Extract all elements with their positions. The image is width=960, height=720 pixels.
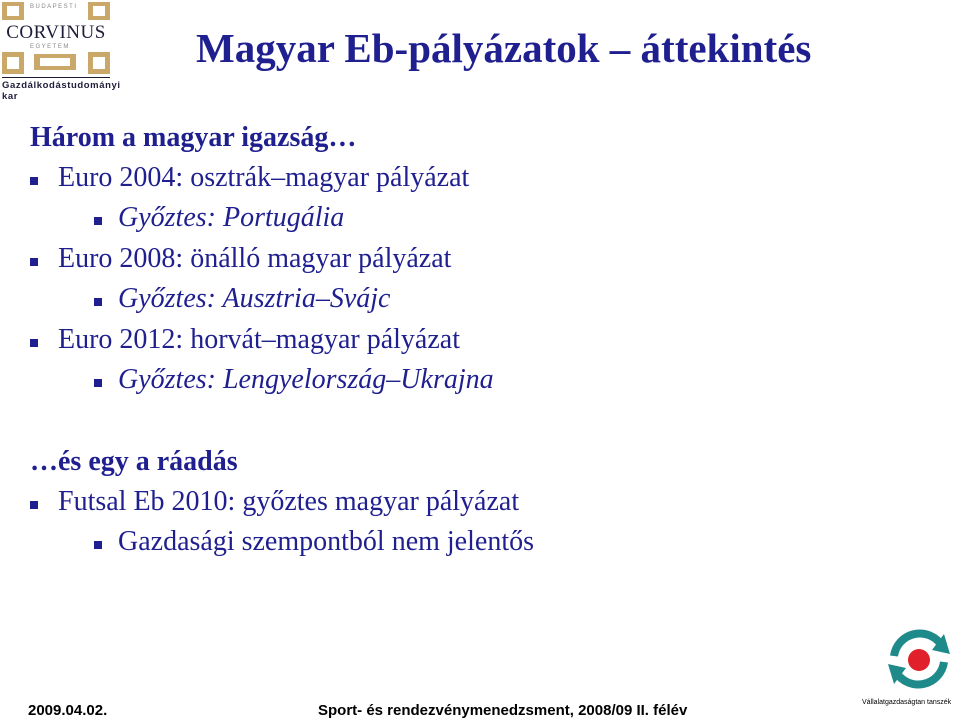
department-logo xyxy=(884,624,954,694)
slide-title: Magyar Eb-pályázatok – áttekintés xyxy=(196,25,812,71)
list-item: Gazdasági szempontból nem jelentős xyxy=(118,526,534,557)
bullet-icon xyxy=(30,501,38,509)
list-item: Győztes: Lengyelország–Ukrajna xyxy=(118,364,494,395)
section-heading: Három a magyar igazság… xyxy=(30,122,357,153)
list-item: Euro 2004: osztrák–magyar pályázat xyxy=(58,162,470,193)
section-heading: …és egy a ráadás xyxy=(30,446,238,477)
logo-faculty: Gazdálkodástudományi kar xyxy=(2,80,121,102)
bullet-icon xyxy=(30,177,38,185)
bullet-icon xyxy=(94,298,102,306)
list-item: Győztes: Ausztria–Svájc xyxy=(118,283,391,314)
list-item: Győztes: Portugália xyxy=(118,202,345,233)
bullet-icon xyxy=(94,217,102,225)
corvinus-logo xyxy=(0,0,121,102)
list-item: Futsal Eb 2010: győztes magyar pályázat xyxy=(58,486,520,517)
footer-department: Vállalatgazdaságtan tanszék xyxy=(862,699,952,706)
footer-course: Sport- és rendezvénymenedzsment, 2008/09 II. félév xyxy=(318,702,688,719)
bullet-icon xyxy=(94,379,102,387)
bullet-icon xyxy=(94,541,102,549)
logo-sub-text: EGYETEM xyxy=(30,44,70,50)
bullet-icon xyxy=(30,339,38,347)
logo-name: CORVINUS xyxy=(6,22,106,43)
recycle-arrows-icon xyxy=(884,624,954,694)
list-item: Euro 2012: horvát–magyar pályázat xyxy=(58,324,460,355)
bullet-icon xyxy=(30,258,38,266)
logo-top-text: BUDAPESTI xyxy=(30,4,78,10)
list-item: Euro 2008: önálló magyar pályázat xyxy=(58,243,452,274)
footer-date: 2009.04.02. xyxy=(28,702,108,719)
logo-divider xyxy=(2,77,110,78)
